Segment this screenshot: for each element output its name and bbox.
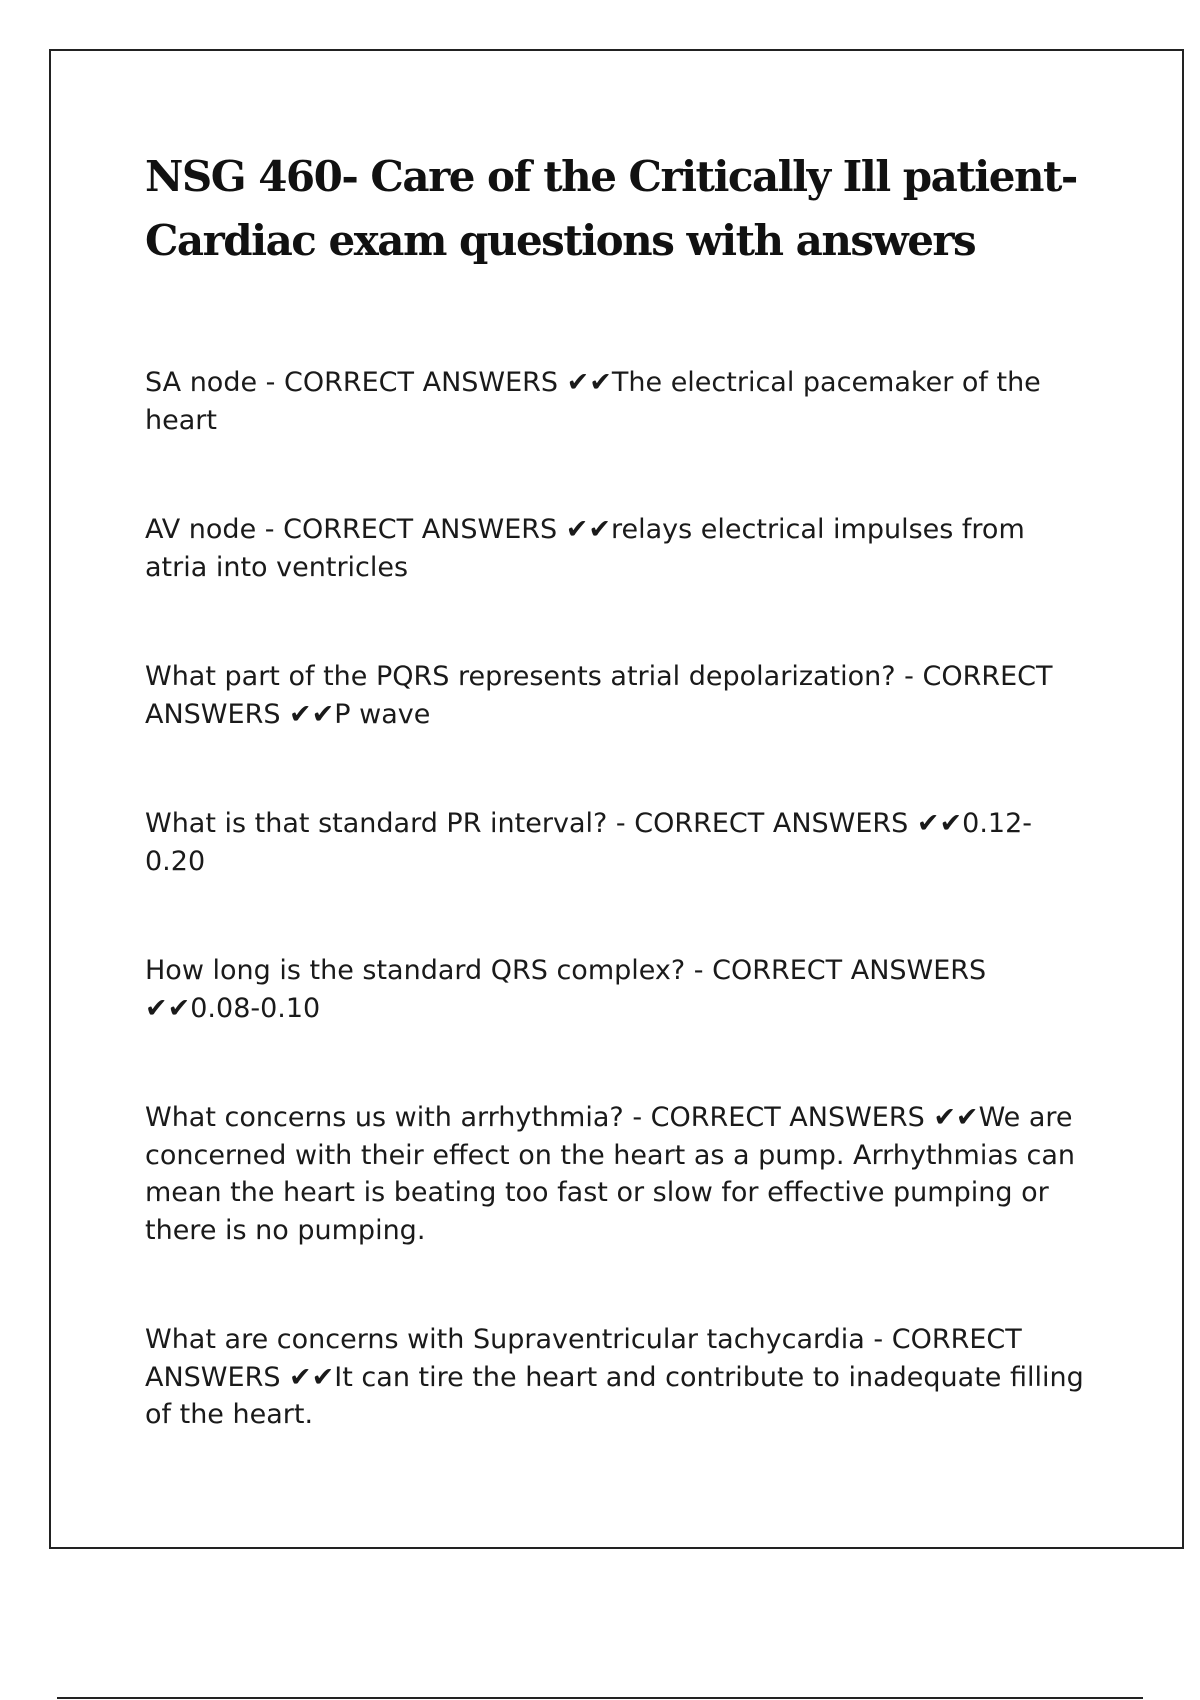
qa-answer: relays electrical impulses from atria into ventricles xyxy=(145,514,1025,583)
qa-item xyxy=(145,658,1090,733)
qa-question: AV node xyxy=(145,514,257,545)
document-title: NSG 460- Care of the Critically Ill patient- Cardiac exam questions with answers xyxy=(145,152,1077,265)
qa-separator: - CORRECT ANSWERS ✔✔ xyxy=(145,1324,1022,1393)
qa-item xyxy=(145,1321,1090,1434)
qa-separator: - CORRECT ANSWERS ✔✔ xyxy=(145,661,1053,730)
qa-item xyxy=(145,1099,1090,1249)
qa-separator: - CORRECT ANSWERS ✔✔ xyxy=(145,955,987,1024)
qa-separator: - CORRECT ANSWERS ✔✔ xyxy=(607,808,963,839)
qa-question: How long is the standard QRS complex? xyxy=(145,955,686,986)
qa-item xyxy=(145,364,1090,439)
qa-question: SA node xyxy=(145,367,258,398)
footer-divider xyxy=(57,1697,1143,1699)
qa-answer: It can tire the heart and contribute to inadequate filling of the heart. xyxy=(145,1361,1084,1430)
qa-answer: The electrical pacemaker of the heart xyxy=(145,367,1041,436)
qa-answer: P wave xyxy=(334,698,431,730)
qa-question: What is that standard PR interval? xyxy=(145,808,608,839)
qa-list xyxy=(145,364,1090,1506)
qa-separator: - CORRECT ANSWERS ✔✔ xyxy=(256,514,611,545)
qa-question: What concerns us with arrhythmia? xyxy=(145,1102,624,1133)
qa-answer: 0.08-0.10 xyxy=(190,992,321,1024)
qa-item xyxy=(145,511,1090,586)
qa-item xyxy=(145,805,1090,880)
qa-question: What part of the PQRS represents atrial depolarization? xyxy=(145,661,896,692)
qa-answer: We are concerned with their effect on the heart as a pump. Arrhythmias can mean the heart is beating too fast or slow for effective pumping or there is no pumping. xyxy=(145,1102,1076,1246)
qa-item xyxy=(145,952,1090,1027)
qa-separator: - CORRECT ANSWERS ✔✔ xyxy=(257,367,612,398)
qa-question: What are concerns with Supraventricular tachycardia xyxy=(145,1324,865,1355)
qa-answer: 0.12-0.20 xyxy=(145,808,1033,877)
qa-separator: - CORRECT ANSWERS ✔✔ xyxy=(623,1102,979,1133)
